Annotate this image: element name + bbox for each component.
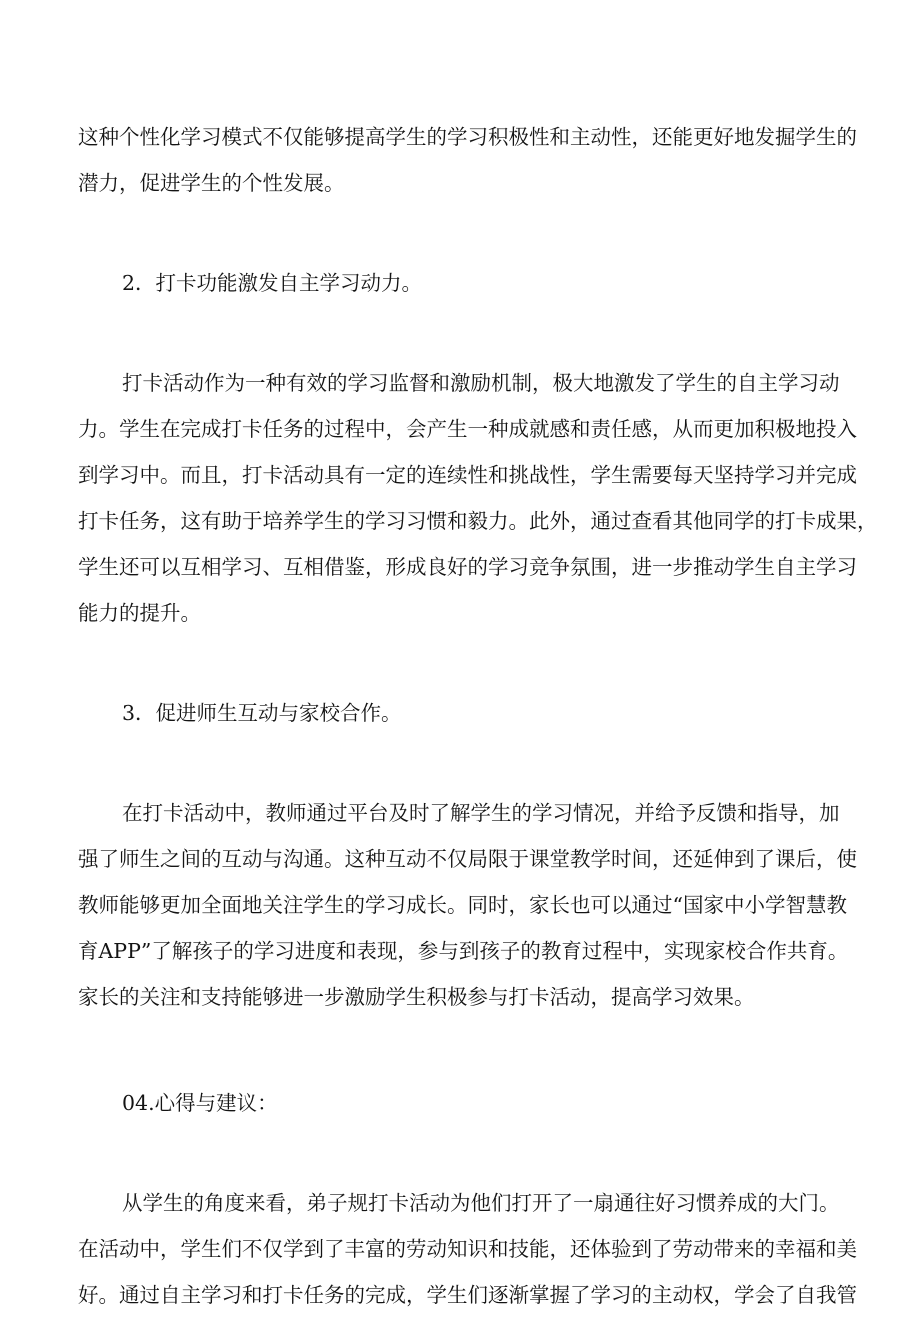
text-line: 育APP”了解孩子的学习进度和表现，参与到孩子的教育过程中，实现家校合作共育。	[78, 939, 849, 963]
text-line: 打卡任务，这有助于培养学生的学习习惯和毅力。此外，通过查看其他同学的打卡成果，	[78, 509, 878, 533]
heading-text: 2．打卡功能激发自主学习动力。	[122, 271, 423, 295]
section-heading-3	[78, 690, 842, 736]
text-line: 打卡活动作为一种有效的学习监督和激励机制，极大地激发了学生的自主学习动	[122, 371, 840, 395]
heading-text: 04.心得与建议：	[122, 1091, 278, 1115]
text-line: 到学习中。而且，打卡活动具有一定的连续性和挑战性，学生需要每天坚持学习并完成	[78, 463, 857, 487]
section-heading-2	[78, 260, 842, 306]
text-line: 从学生的角度来看，弟子规打卡活动为他们打开了一扇通往好习惯养成的大门。	[122, 1191, 840, 1215]
text-line: 潜力，促进学生的个性发展。	[78, 171, 345, 195]
text-line: 教师能够更加全面地关注学生的学习成长。同时，家长也可以通过“国家中小学智慧教	[78, 893, 847, 917]
paragraph-checkin-motivation	[78, 360, 878, 636]
text-line: 强了师生之间的互动与沟通。这种互动不仅局限于课堂教学时间，还延伸到了课后，使	[78, 847, 857, 871]
text-line: 好。通过自主学习和打卡任务的完成，学生们逐渐掌握了学习的主动权，学会了自我管	[78, 1283, 857, 1307]
document-body	[78, 114, 878, 1318]
text-line: 能力的提升。	[78, 601, 201, 625]
text-line: 在打卡活动中，教师通过平台及时了解学生的学习情况，并给予反馈和指导，加	[122, 801, 840, 825]
text-line: 力。学生在完成打卡任务的过程中，会产生一种成就感和责任感，从而更加积极地投入	[78, 417, 857, 441]
text-line: 家长的关注和支持能够进一步激励学生积极参与打卡活动，提高学习效果。	[78, 985, 755, 1009]
text-line: 学生还可以互相学习、互相借鉴，形成良好的学习竞争氛围，进一步推动学生自主学习	[78, 555, 857, 579]
paragraph-teacher-parent	[78, 790, 857, 1020]
paragraph-student-perspective	[78, 1180, 857, 1318]
section-heading-04	[78, 1080, 842, 1126]
heading-text: 3．促进师生互动与家校合作。	[122, 701, 402, 725]
text-line: 在活动中，学生们不仅学到了丰富的劳动知识和技能，还体验到了劳动带来的幸福和美	[78, 1237, 857, 1261]
paragraph-intro-continuation	[78, 114, 857, 206]
text-line: 这种个性化学习模式不仅能够提高学生的学习积极性和主动性，还能更好地发掘学生的	[78, 125, 857, 149]
